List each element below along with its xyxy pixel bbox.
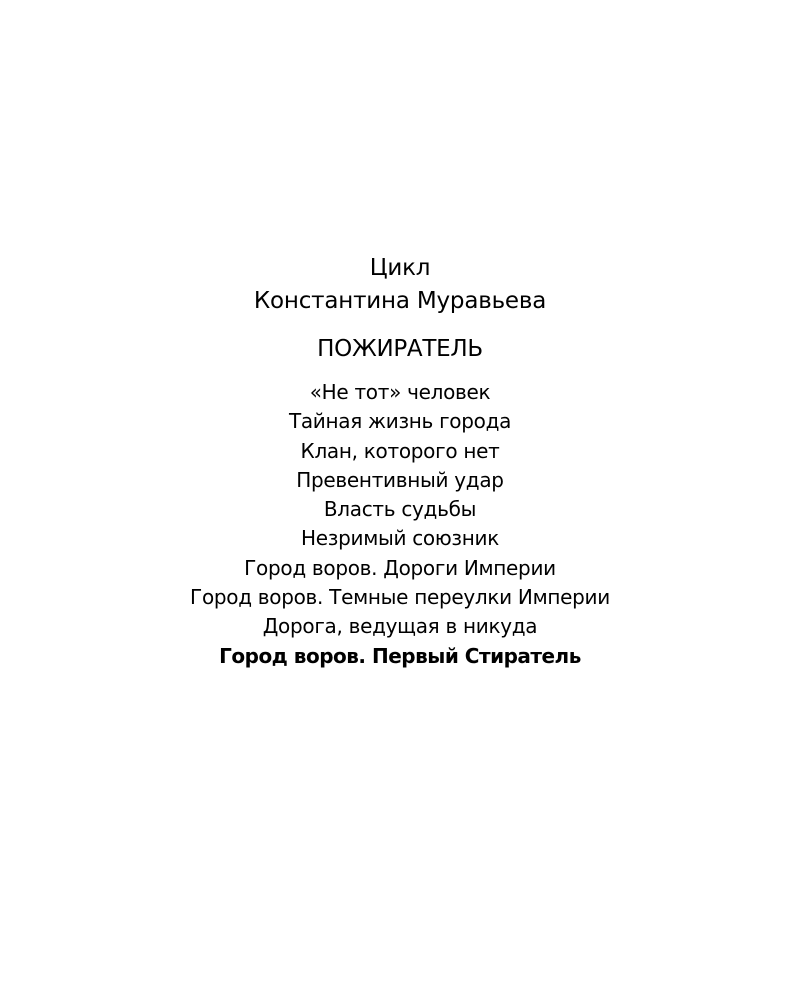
book-title: Власть судьбы [323,497,477,522]
author-name: Константина Муравьева [253,288,547,314]
book-title: Город воров. Дороги Империи [244,555,556,580]
cycle-label: Цикл [369,255,431,281]
series-title: ПОЖИРАТЕЛЬ [317,336,483,362]
book-title: Незримый союзник [301,526,499,551]
book-list [0,378,800,671]
current-book-title: Город воров. Первый Стиратель [219,643,581,668]
book-title: Превентивный удар [296,467,504,492]
book-title: Тайная жизнь города [288,409,512,434]
book-title: Клан, которого нет [300,438,500,463]
book-title: Дорога, ведущая в никуда [262,614,538,639]
book-title: Город воров. Темные переулки Империи [190,585,610,610]
cycle-header [0,252,800,318]
book-title: «Не тот» человек [309,380,491,404]
